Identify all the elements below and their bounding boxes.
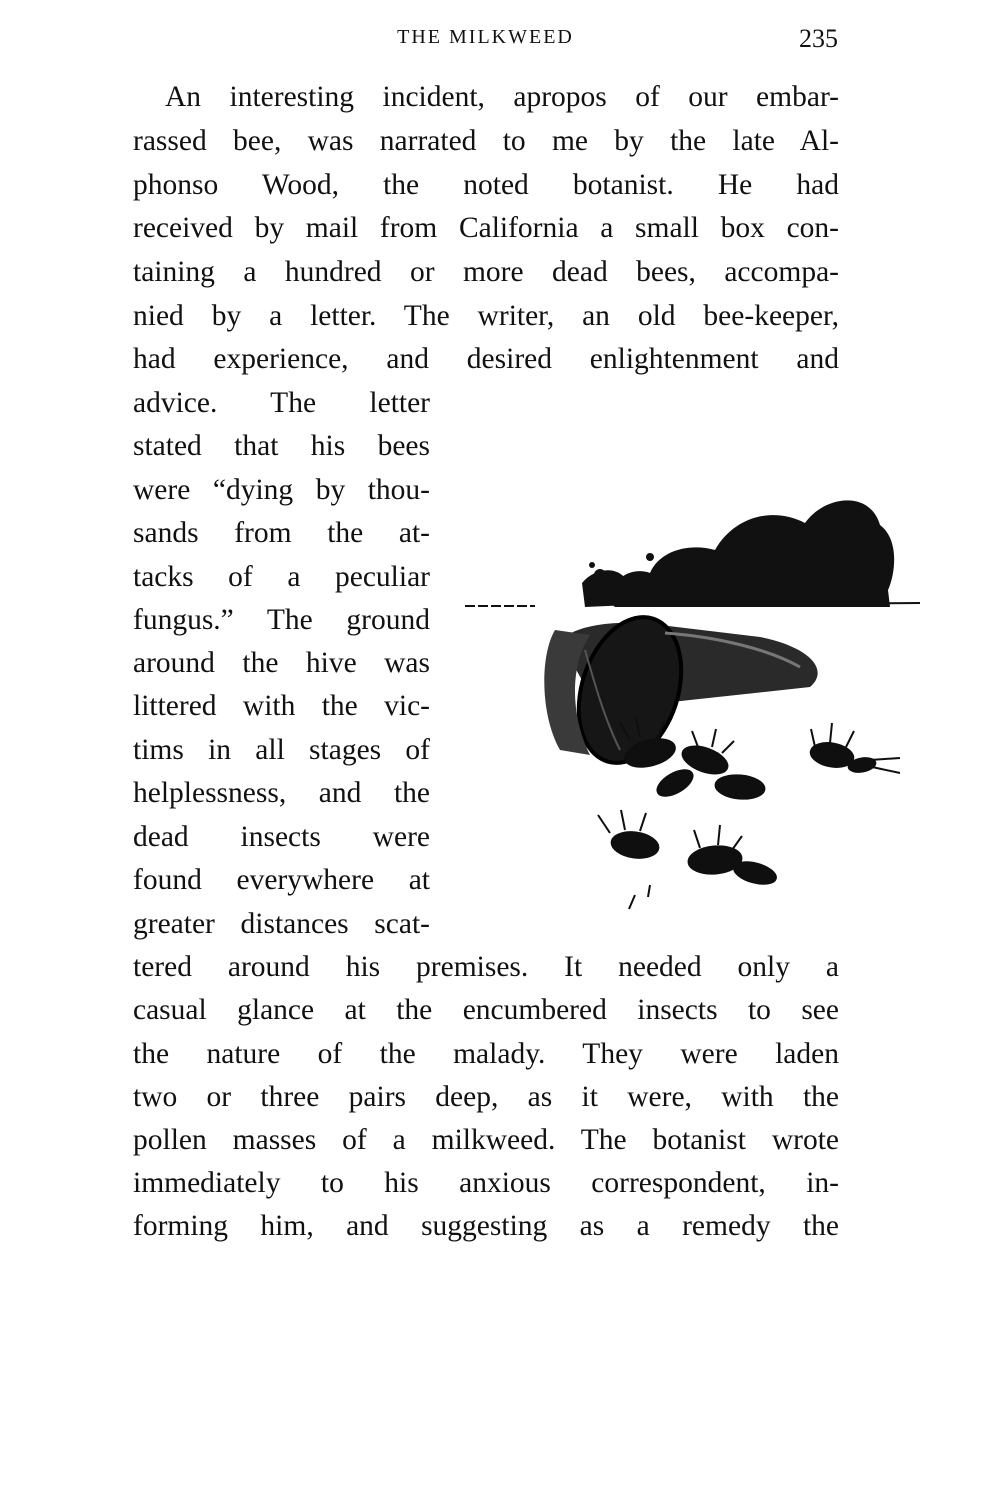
text-line: two or three pairs deep, as it were, with the xyxy=(133,1081,839,1113)
text-line: An interesting incident, apropos of our embar- xyxy=(165,81,839,113)
text-line: casual glance at the encumbered insects to see xyxy=(133,994,839,1026)
text-line: pollen masses of a milkweed. The botanist wrote xyxy=(133,1124,839,1156)
text-line: dead insects were xyxy=(133,821,430,853)
text-line: advice. The letter xyxy=(133,387,430,419)
text-line: sands from the at- xyxy=(133,517,430,549)
text-line: received by mail from California a small box con- xyxy=(133,212,839,244)
text-line: were “dying by thou- xyxy=(133,474,430,506)
running-title: THE MILKWEED xyxy=(397,26,574,48)
page-number: 235 xyxy=(799,24,838,53)
text-line: littered with the vic- xyxy=(133,690,430,722)
text-line: found everywhere at xyxy=(133,864,430,896)
text-line: fungus.” The ground xyxy=(133,604,430,636)
text-line: taining a hundred or more dead bees, accompa- xyxy=(133,256,839,288)
text-line: the nature of the malady. They were laden xyxy=(133,1038,839,1070)
text-line: immediately to his anxious correspondent, in- xyxy=(133,1167,839,1199)
text-line: nied by a letter. The writer, an old bee-keeper, xyxy=(133,300,839,332)
text-line: rassed bee, was narrated to me by the late Al- xyxy=(133,125,839,157)
bush xyxy=(582,500,894,607)
text-line: helplessness, and the xyxy=(133,777,430,809)
text-line: had experience, and desired enlightenment and xyxy=(133,343,839,375)
text-line: greater distances scat- xyxy=(133,908,430,940)
text-line: tacks of a peculiar xyxy=(133,561,430,593)
text-line: around the hive was xyxy=(133,647,430,679)
running-head xyxy=(133,24,838,56)
text-line: tims in all stages of xyxy=(133,734,430,766)
text-line: phonso Wood, the noted botanist. He had xyxy=(133,169,839,201)
text-line: tered around his premises. It needed only a xyxy=(133,951,839,983)
dead-bees xyxy=(598,717,900,909)
overturned-box xyxy=(544,604,817,776)
text-line: stated that his bees xyxy=(133,430,430,462)
overturned-box-with-dead-bees-illustration xyxy=(460,455,922,910)
text-line: forming him, and suggesting as a remedy the xyxy=(133,1210,839,1242)
